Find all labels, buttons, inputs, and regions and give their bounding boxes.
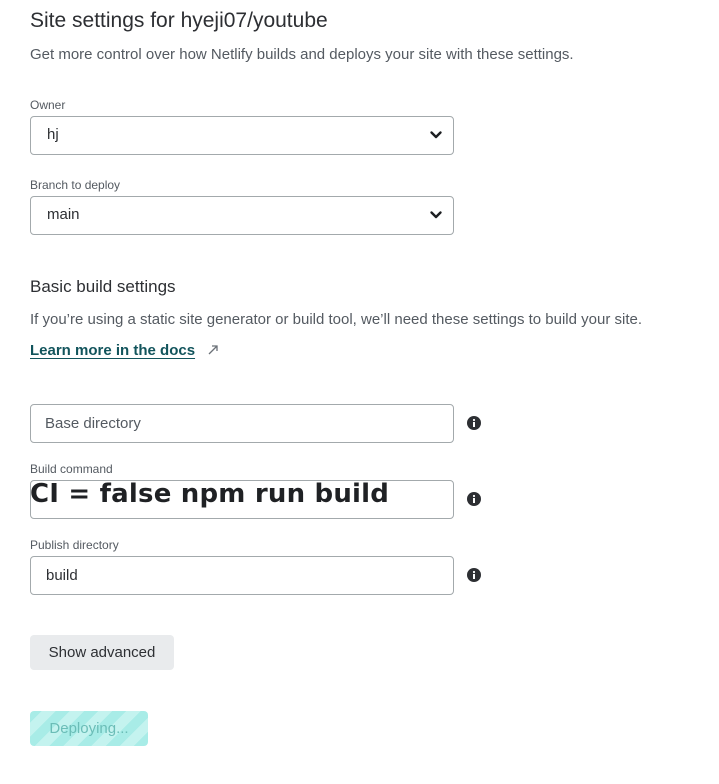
build-command-value: CI = false npm run build [30, 479, 390, 509]
owner-select[interactable] [30, 116, 454, 155]
page-subtitle: Get more control over how Netlify builds and deploys your site with these settings. [30, 46, 574, 63]
publish-directory-input[interactable] [30, 556, 454, 595]
publish-directory-value: build [46, 567, 78, 584]
build-settings-heading: Basic build settings [30, 277, 176, 296]
branch-value: main [47, 206, 80, 223]
branch-label: Branch to deploy [30, 178, 121, 192]
build-command-label: Build command [30, 462, 113, 476]
owner-value: hj [47, 126, 59, 143]
external-link-icon [207, 344, 219, 356]
build-settings-description: If you’re using a static site generator or build tool, we’ll need these settings to build your site. [30, 311, 643, 328]
info-icon[interactable] [467, 416, 481, 430]
chevron-down-icon [429, 128, 443, 142]
deploy-button: Deploying... [30, 711, 148, 746]
branch-select[interactable] [30, 196, 454, 235]
owner-label: Owner [30, 98, 66, 112]
show-advanced-button[interactable]: Show advanced [30, 635, 174, 670]
base-directory-input[interactable] [30, 404, 454, 443]
learn-more-link[interactable]: Learn more in the docs [30, 342, 196, 359]
info-icon[interactable] [467, 568, 481, 582]
info-icon[interactable] [467, 492, 481, 506]
base-directory-placeholder: Base directory [45, 415, 141, 432]
page-title: Site settings for hyeji07/youtube [30, 9, 328, 32]
chevron-down-icon [429, 208, 443, 222]
publish-directory-label: Publish directory [30, 538, 119, 552]
